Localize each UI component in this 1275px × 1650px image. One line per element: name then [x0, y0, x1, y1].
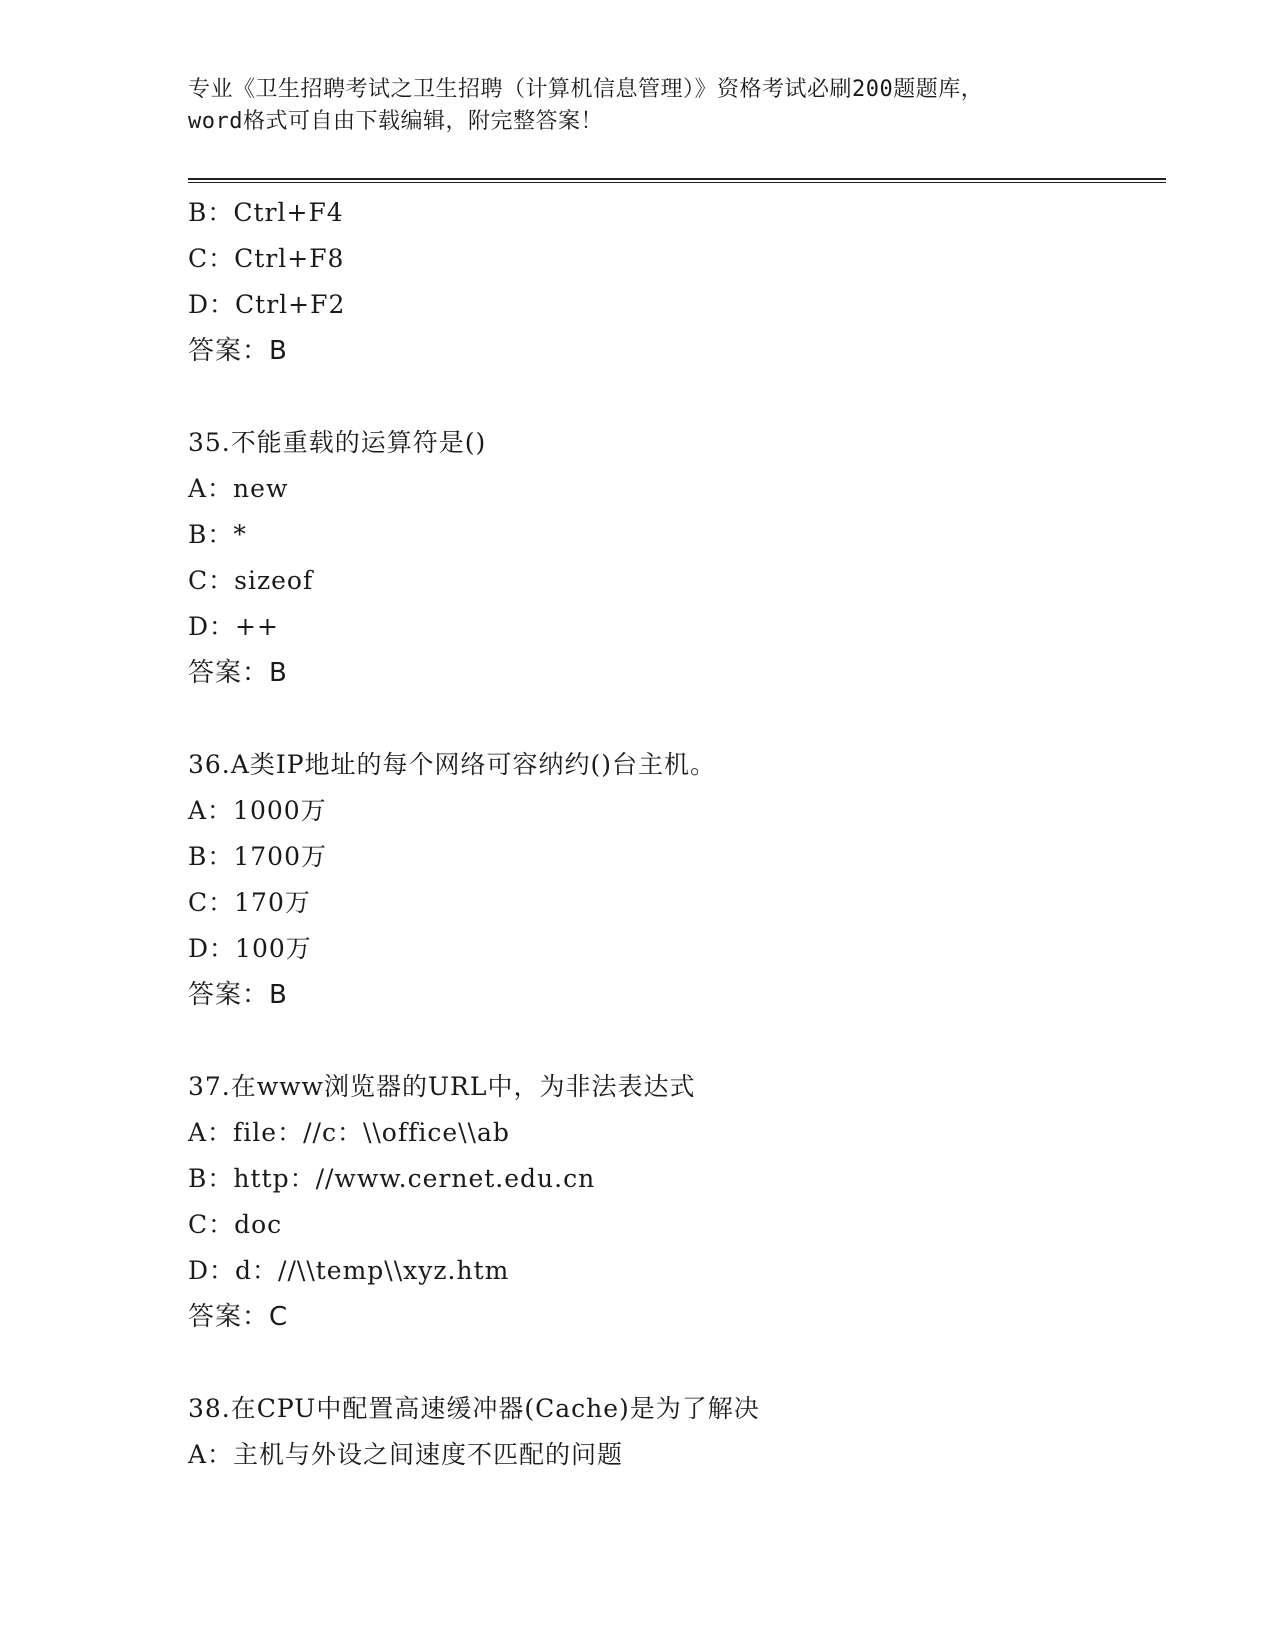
- answer-line: 答案：C: [188, 1302, 289, 1332]
- document-header: [188, 74, 1088, 138]
- option-d: D：Ctrl+F2: [188, 290, 346, 319]
- option-c: C：sizeof: [188, 566, 314, 595]
- question-text: 36.A类IP地址的每个网络可容纳约()台主机。: [188, 750, 717, 779]
- question-block: [188, 1386, 1168, 1478]
- answer-line: 答案：B: [188, 336, 288, 366]
- question-text: 38.在CPU中配置高速缓冲器(Cache)是为了解决: [188, 1394, 760, 1423]
- question-block: [188, 742, 1168, 1018]
- answer-line: 答案：B: [188, 658, 288, 688]
- option-c: C：Ctrl+F8: [188, 244, 345, 273]
- question-list: [188, 190, 1168, 1478]
- option-d: D：100万: [188, 934, 312, 963]
- answer-line: 答案：B: [188, 980, 288, 1010]
- question-text: 37.在www浏览器的URL中，为非法表达式: [188, 1072, 696, 1101]
- header-divider: [188, 178, 1166, 183]
- header-line-1: 专业《卫生招聘考试之卫生招聘（计算机信息管理）》资格考试必刷200题题库，: [188, 77, 984, 102]
- option-c: C：170万: [188, 888, 311, 917]
- option-d: D：d：//\\temp\\xyz.htm: [188, 1256, 510, 1285]
- option-c: C：doc: [188, 1210, 283, 1239]
- question-block: [188, 1064, 1168, 1340]
- header-line-2: word格式可自由下载编辑，附完整答案！: [188, 109, 603, 134]
- option-b: B：Ctrl+F4: [188, 198, 344, 227]
- question-block: [188, 190, 1168, 374]
- option-d: D：++: [188, 612, 279, 641]
- question-block: [188, 420, 1168, 696]
- option-a: A：new: [188, 474, 289, 503]
- option-a: A：主机与外设之间速度不匹配的问题: [188, 1440, 624, 1469]
- option-b: B：http：//www.cernet.edu.cn: [188, 1164, 596, 1193]
- question-text: 35.不能重载的运算符是(): [188, 428, 487, 457]
- option-a: A：1000万: [188, 796, 327, 825]
- option-a: A：file：//c：\\office\\ab: [188, 1118, 510, 1147]
- option-b: B：*: [188, 520, 247, 549]
- option-b: B：1700万: [188, 842, 327, 871]
